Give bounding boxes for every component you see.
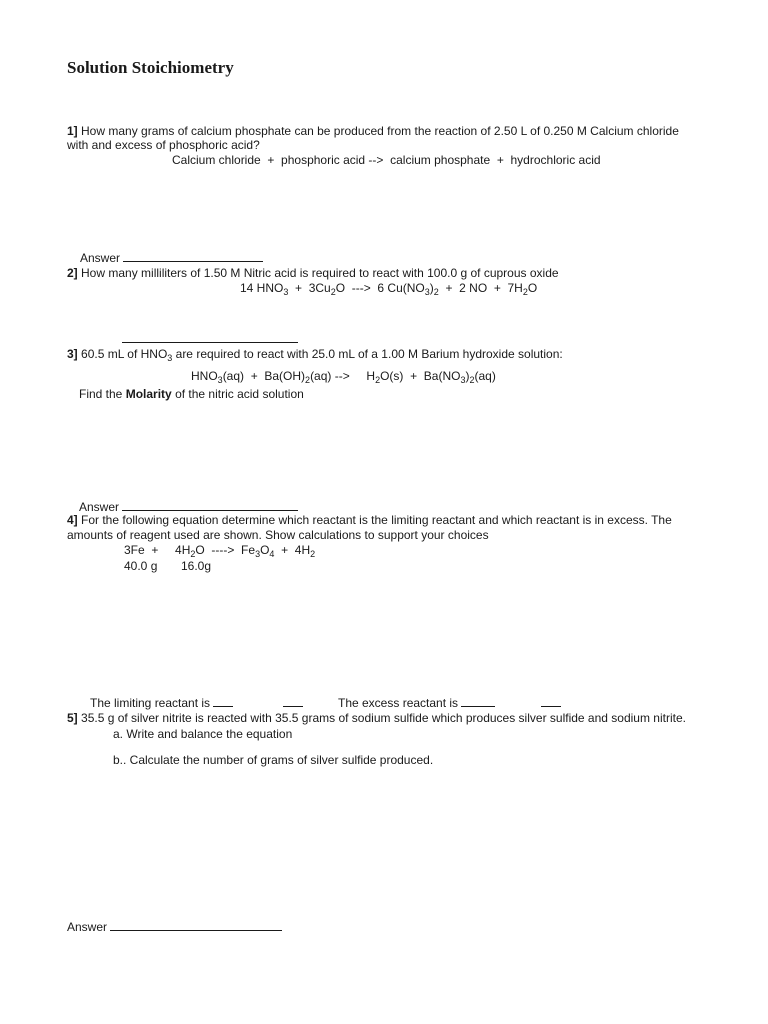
question-2-line	[67, 266, 559, 280]
question-4-line-1	[67, 513, 672, 527]
mass-iron: 40.0 g	[124, 559, 158, 573]
mass-water: 16.0g	[181, 559, 212, 573]
question-3-number: 3]	[67, 347, 78, 361]
question-3-text-prefix: 60.5 mL of	[81, 347, 138, 361]
find-prefix: Find the	[79, 387, 123, 401]
answer-blank[interactable]	[110, 919, 282, 931]
excess-blank-1[interactable]	[461, 695, 495, 707]
question-5-answer	[67, 919, 282, 934]
question-1-equation: Calcium chloride + phosphoric acid --> calcium phosphate + hydrochloric acid	[172, 153, 601, 167]
question-4-number: 4]	[67, 513, 78, 527]
question-1-answer	[80, 250, 263, 265]
answer-blank[interactable]	[122, 499, 298, 511]
limiting-blank-2[interactable]	[283, 695, 303, 707]
question-3-answer	[79, 499, 298, 514]
question-2-equation: 14 $HNO_3 + 3Cu_2O$ ---> 6 $Cu(NO_3)_2 + 2$ NO + $7H_2O$	[240, 281, 538, 297]
question-4-text: For the following equation determine which reactant is the limiting reactant and which reactant is in excess. The	[81, 513, 672, 527]
question-2-answer	[122, 331, 298, 346]
question-4-equation: 3Fe + $4H_2O$ ----> $Fe_3O_4 + 4H_2$	[124, 543, 316, 559]
excess-blank-2[interactable]	[541, 695, 561, 707]
question-4-line-2: amounts of reagent used are shown. Show calculations to support your choices	[67, 528, 489, 542]
question-1-line-1	[67, 124, 679, 138]
find-bold: Molarity	[125, 387, 172, 401]
answer-blank[interactable]	[123, 250, 263, 262]
find-suffix: of the nitric acid solution	[175, 387, 304, 401]
limiting-reactant-line	[90, 695, 233, 710]
answer-blank[interactable]	[122, 331, 298, 343]
question-5-number: 5]	[67, 711, 78, 725]
page-title: Solution Stoichiometry	[67, 58, 234, 77]
question-3-text-suffix: are required to react with 25.0 mL of a 1.00 M Barium hydroxide solution:	[175, 347, 563, 361]
answer-label: Answer	[67, 920, 108, 934]
limiting-blank-2-wrap	[283, 695, 303, 710]
question-5-part-b: b.. Calculate the number of grams of silver sulfide produced.	[113, 753, 434, 767]
question-3-line: 3] 60.5 mL of $HNO_3$ are required to react with 25.0 mL of a 1.00 M Barium hydroxide solution:	[67, 347, 563, 363]
answer-label: Answer	[80, 251, 121, 265]
question-2-text: How many milliliters of 1.50 M Nitric acid is required to react with 100.0 g of cuprous oxide	[81, 266, 559, 280]
excess-label: The excess reactant is	[338, 696, 459, 710]
excess-reactant-line	[338, 695, 495, 710]
limiting-blank-1[interactable]	[213, 695, 233, 707]
limiting-label: The limiting reactant is	[90, 696, 211, 710]
question-5-part-a: a. Write and balance the equation	[113, 727, 293, 741]
question-5-text: 35.5 g of silver nitrite is reacted with 35.5 grams of sodium sulfide which produces silver sulfide and sodium nitrite.	[81, 711, 686, 725]
question-3-equation: $HNO_3(aq) + Ba(OH)_2(aq)$ --> $H_2O(s) + Ba(NO_3)_2(aq)$	[191, 369, 496, 385]
question-1-number: 1]	[67, 124, 78, 138]
question-2-number: 2]	[67, 266, 78, 280]
question-1-line-2: with and excess of phosphoric acid?	[67, 138, 260, 152]
question-5-line	[67, 711, 686, 725]
question-1-text: How many grams of calcium phosphate can be produced from the reaction of 2.50 L of 0.250 M Calcium chloride	[81, 124, 679, 138]
excess-blank-2-wrap	[541, 695, 561, 710]
answer-label: Answer	[79, 500, 120, 514]
question-3-find	[79, 387, 304, 401]
